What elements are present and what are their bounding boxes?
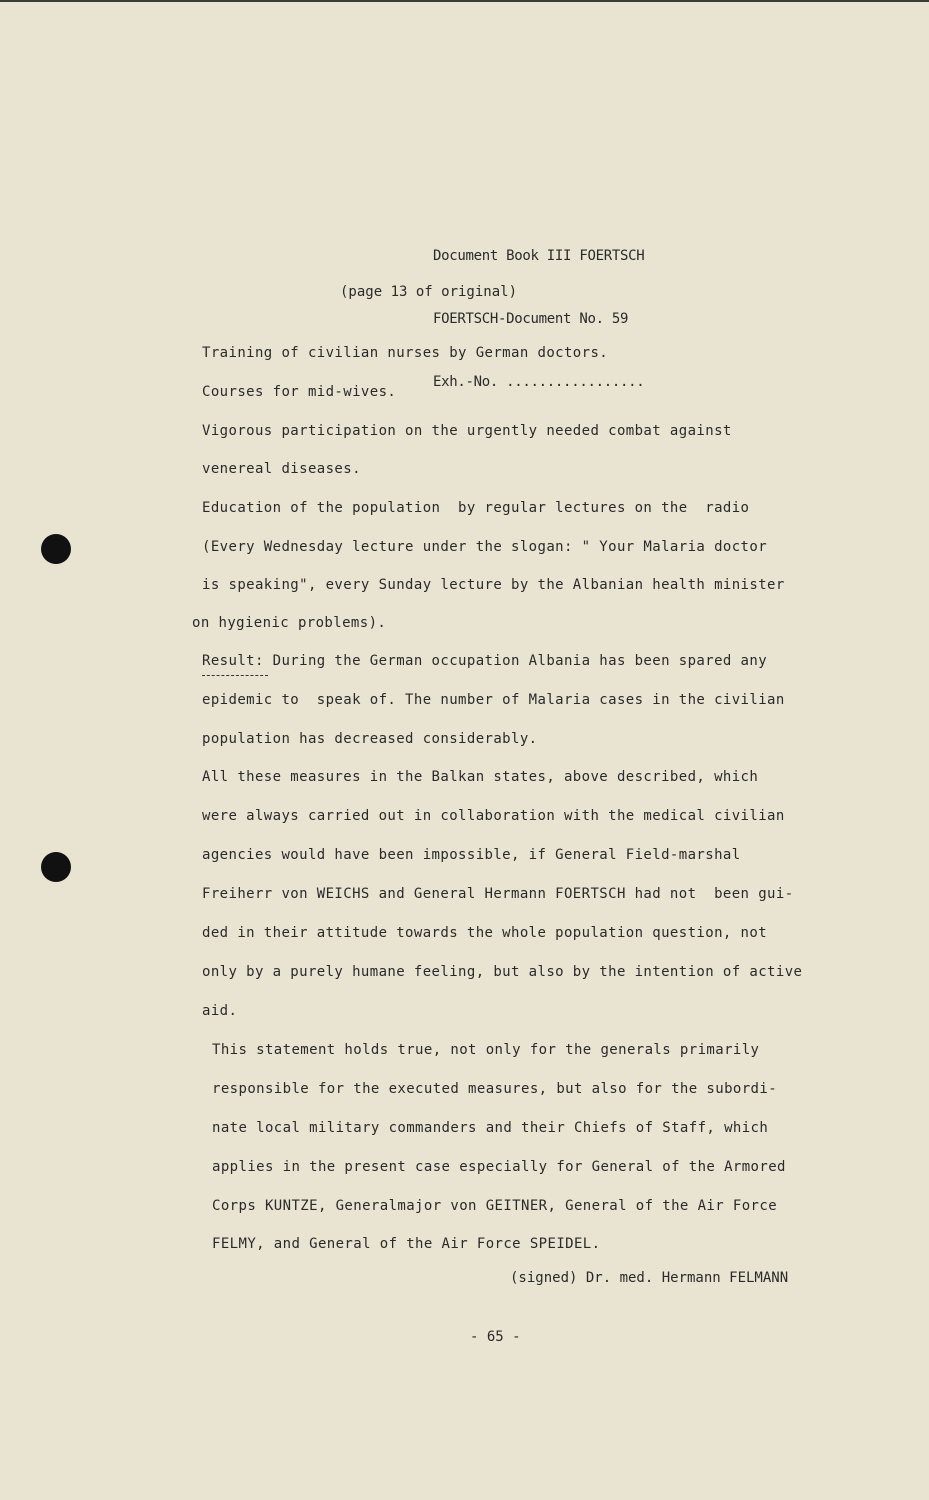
body-line: Training of civilian nurses by German doctors.	[202, 345, 609, 361]
result-underline	[202, 675, 268, 676]
body-line: venereal diseases.	[202, 461, 361, 477]
body-line: Result: During the German occupation Albania has been spared any	[202, 653, 768, 669]
body-line: This statement holds true, not only for the generals primarily	[212, 1042, 760, 1058]
punch-hole	[41, 534, 71, 564]
signature-line: (signed) Dr. med. Hermann FELMANN	[510, 1270, 789, 1286]
body-line: nate local military commanders and their Chiefs of Staff, which	[212, 1120, 769, 1136]
body-line: applies in the present case especially for General of the Armored	[212, 1159, 786, 1175]
body-line: FELMY, and General of the Air Force SPEIDEL.	[212, 1236, 601, 1252]
body-line: epidemic to speak of. The number of Malaria cases in the civilian	[202, 692, 785, 708]
body-line: Corps KUNTZE, Generalmajor von GEITNER, General of the Air Force	[212, 1198, 778, 1214]
body-line: were always carried out in collaboration with the medical civilian	[202, 808, 785, 824]
header-document-number: FOERTSCH-Document No. 59	[433, 311, 629, 327]
body-line: only by a purely humane feeling, but also by the intention of active	[202, 964, 803, 980]
body-line: aid.	[202, 1003, 238, 1019]
punch-hole	[41, 852, 71, 882]
body-line: ded in their attitude towards the whole population question, not	[202, 925, 768, 941]
body-line: (Every Wednesday lecture under the slogan: " Your Malaria doctor	[202, 539, 768, 555]
page-number: - 65 -	[470, 1329, 521, 1345]
body-line: All these measures in the Balkan states, above described, which	[202, 769, 759, 785]
body-line: on hygienic problems).	[192, 615, 387, 631]
body-line: is speaking", every Sunday lecture by the Albanian health minister	[202, 577, 785, 593]
body-line: Education of the population by regular lectures on the radio	[202, 500, 750, 516]
header-book: Document Book III FOERTSCH	[433, 248, 645, 264]
body-line: agencies would have been impossible, if General Field-marshal	[202, 847, 741, 863]
page-reference: (page 13 of original)	[340, 284, 518, 300]
body-line: Freiherr von WEICHS and General Hermann FOERTSCH had not been gui-	[202, 886, 794, 902]
top-edge-line	[0, 0, 929, 2]
body-line: responsible for the executed measures, but also for the subordi-	[212, 1081, 778, 1097]
body-line: population has decreased considerably.	[202, 731, 538, 747]
body-line: Courses for mid-wives.	[202, 384, 397, 400]
header-exhibit-number: Exh.-No. .................	[433, 374, 645, 390]
document-header	[433, 204, 644, 435]
body-line: Vigorous participation on the urgently needed combat against	[202, 423, 732, 439]
